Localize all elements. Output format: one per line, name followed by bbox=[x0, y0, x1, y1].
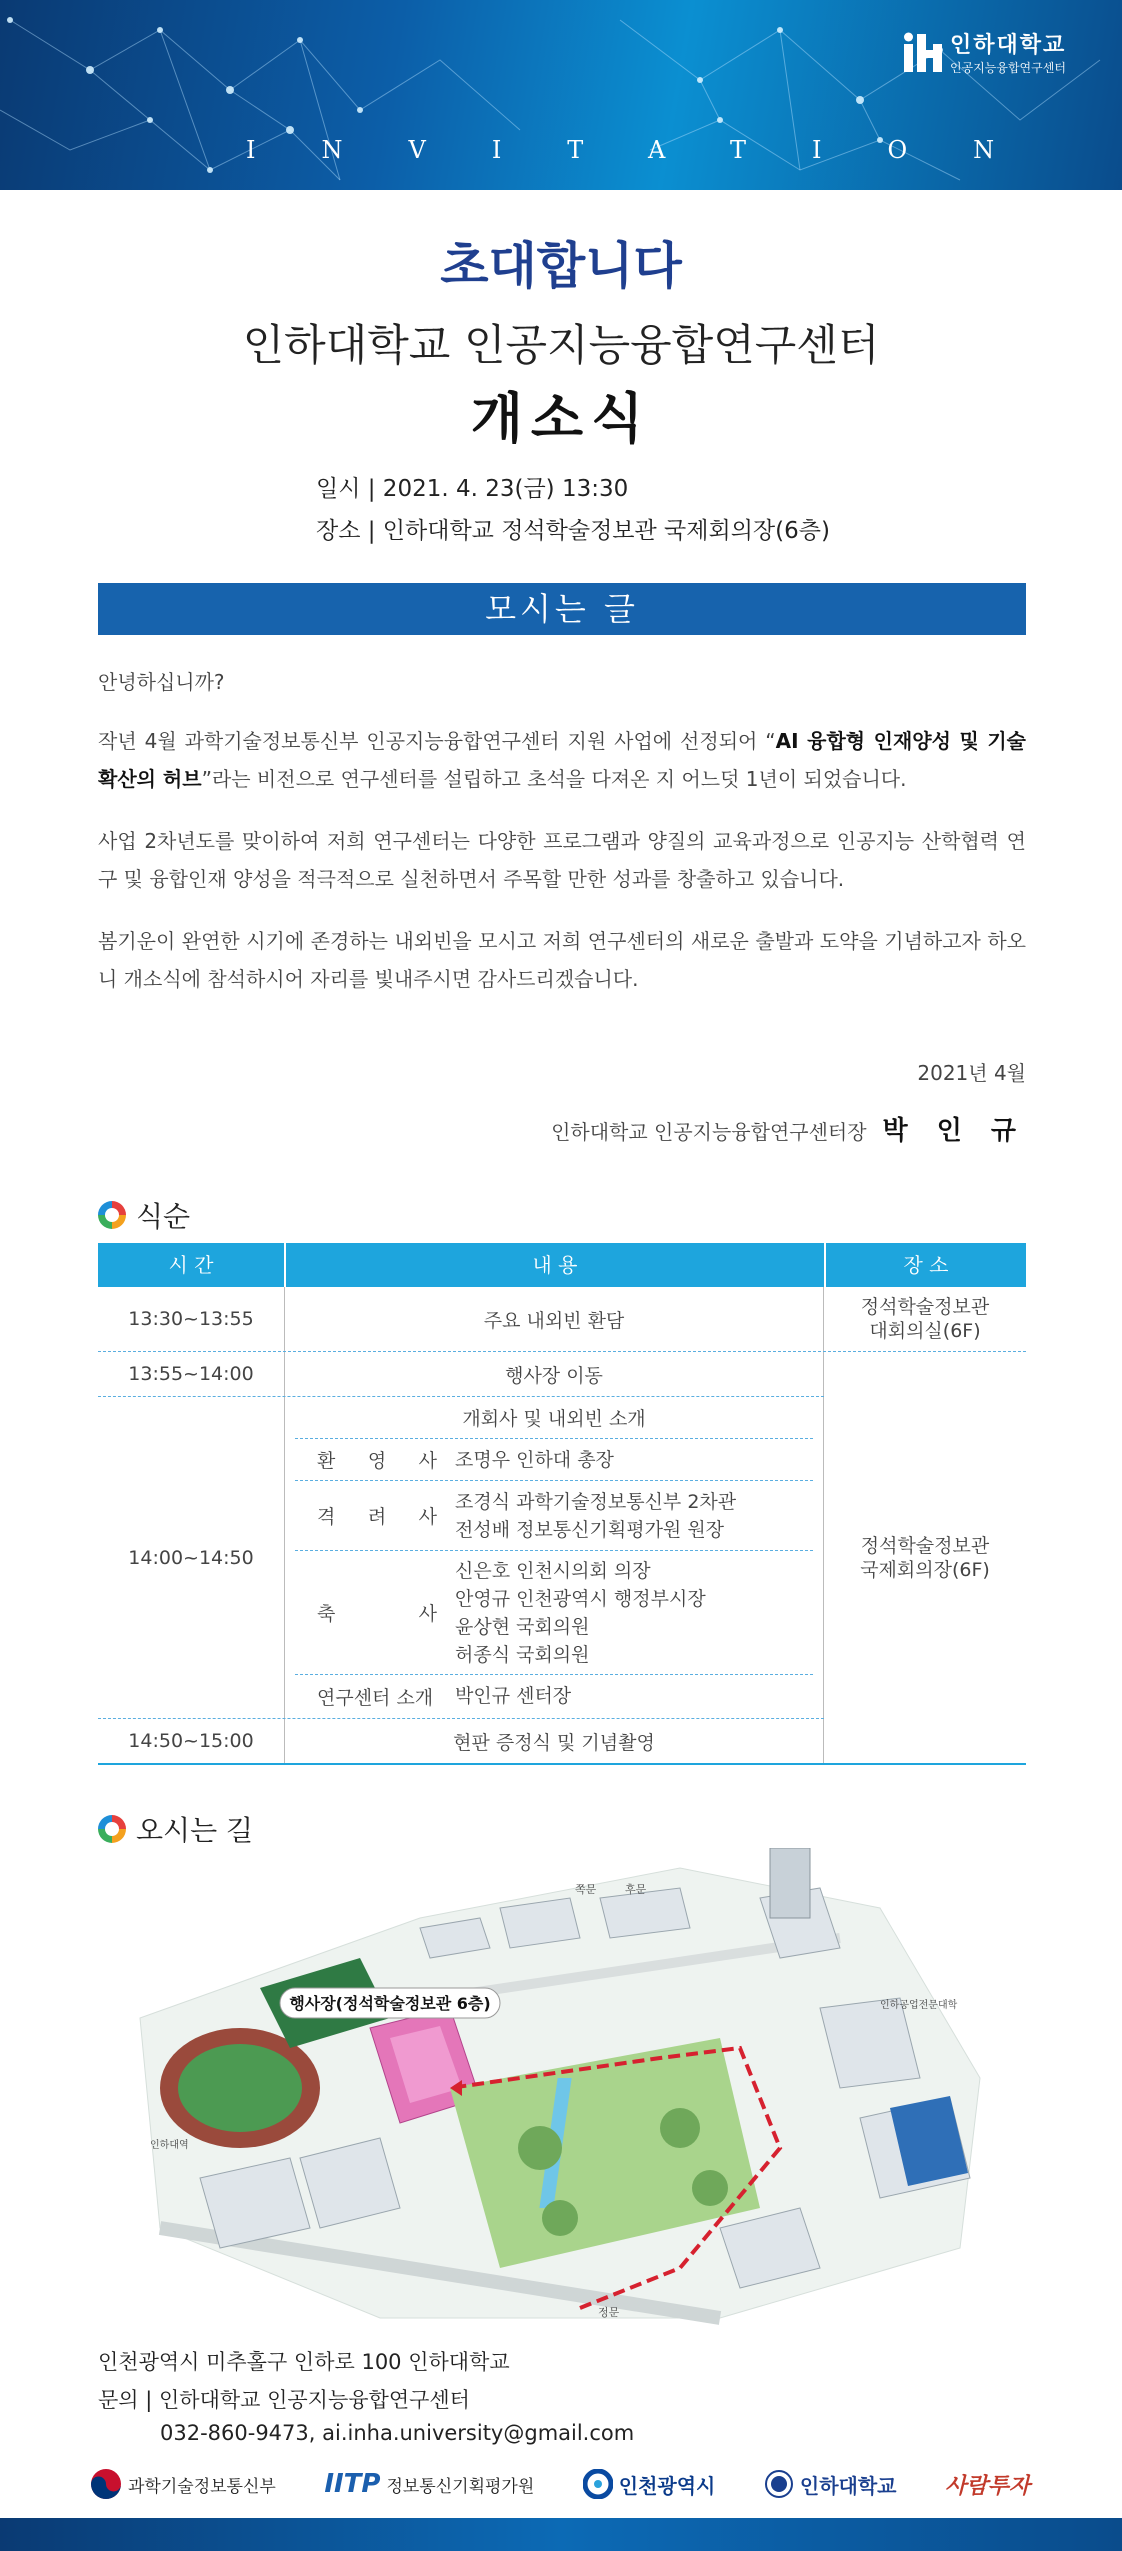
speaker: 허종식 국회의원 bbox=[455, 1643, 590, 1666]
table-row bbox=[98, 1397, 824, 1719]
role-char: 영 bbox=[367, 1450, 387, 1472]
column-header-place: 장 소 bbox=[824, 1243, 1026, 1287]
role-char: 사 bbox=[418, 1450, 437, 1472]
schedule-heading-text: 식순 bbox=[136, 1200, 191, 1233]
letter-paragraph-2: 사업 2차년도를 맞이하여 저희 연구센터는 다양한 프로그램과 양질의 교육과정으로 인공지능 산학협력 연구 및 융합인재 양성을 적극적으로 실천하면서 주목할 만한 성과를 창출하고 있습니다. bbox=[98, 829, 1026, 891]
column-header-content: 내 용 bbox=[284, 1243, 824, 1287]
footer-band bbox=[0, 2518, 1122, 2551]
iitp-logo bbox=[324, 2469, 534, 2499]
row-time: 14:00~14:50 bbox=[128, 1546, 254, 1569]
schedule-table bbox=[98, 1243, 1026, 1765]
schedule-heading bbox=[98, 1195, 190, 1235]
signer-title: 인하대학교 인공지능융합연구센터장 bbox=[551, 1120, 867, 1144]
table-row bbox=[98, 1719, 824, 1765]
encourage-speakers bbox=[455, 1482, 736, 1550]
event-venue: 장소 | 인하대학교 정석학술정보관 국제회의장(6층) bbox=[316, 518, 830, 544]
program-item bbox=[295, 1439, 813, 1481]
msit-logo bbox=[90, 2468, 276, 2500]
role-char: 사 bbox=[418, 1603, 437, 1625]
speaker: 조경식 과학기술정보통신부 2차관 bbox=[455, 1490, 737, 1513]
p1-text-end: ”라는 비전으로 연구센터를 설립하고 초석을 다져온 지 어느덧 1년이 되었습니다. bbox=[201, 767, 907, 791]
directions-heading bbox=[98, 1809, 253, 1849]
row-time: 13:30~13:55 bbox=[128, 1308, 254, 1330]
table-row bbox=[98, 1287, 1026, 1352]
program-item bbox=[295, 1481, 813, 1551]
incheon-logo bbox=[583, 2469, 716, 2499]
msit-name: 과학기술정보통신부 bbox=[128, 2476, 276, 2497]
role-congrats bbox=[295, 1599, 455, 1626]
inha-logo-icon bbox=[902, 30, 942, 74]
letter-heading-bar: 모시는 글 bbox=[98, 583, 1026, 635]
station-label: 인하대역 bbox=[150, 2140, 189, 2151]
row-content bbox=[284, 1397, 824, 1718]
speaker: 안영규 인천광역시 행정부시장 bbox=[455, 1587, 706, 1610]
row-content: 행사장 이동 bbox=[284, 1352, 824, 1396]
letter-date: 2021년 4월 bbox=[917, 1061, 1026, 1085]
college-label: 인하공업전문대학 bbox=[880, 2000, 958, 2011]
role-char: 려 bbox=[367, 1506, 387, 1528]
role-welcome bbox=[295, 1446, 455, 1473]
table-header bbox=[98, 1243, 1026, 1287]
address-text: 인천광역시 미추홀구 인하로 100 인하대학교 bbox=[98, 2350, 510, 2374]
table-row bbox=[98, 1352, 824, 1397]
program-item bbox=[295, 1551, 813, 1675]
invitation-label: INVITATION bbox=[246, 136, 1061, 164]
ceremony-program bbox=[285, 1397, 823, 1717]
opening-remarks: 개회사 및 내외빈 소개 bbox=[462, 1408, 646, 1430]
speaker: 윤상현 국회의원 bbox=[455, 1615, 590, 1638]
row-place: 정석학술정보관 대회의실(6F) bbox=[860, 1296, 990, 1342]
p1-vision-bold: AI 융합형 인재양성 및 기술확산의 허브 bbox=[98, 729, 1026, 791]
speaker: 전성배 정보통신기획평가원 원장 bbox=[455, 1518, 725, 1541]
ring-icon bbox=[98, 1815, 126, 1843]
column-header-time: 시 간 bbox=[168, 1253, 214, 1277]
letter-greeting: 안녕하십니까? bbox=[98, 670, 225, 694]
saram-logo bbox=[945, 2469, 1030, 2500]
speaker: 신은호 인천시의회 의장 bbox=[455, 1559, 651, 1582]
taeguk-icon bbox=[90, 2468, 122, 2500]
ring-icon bbox=[98, 1201, 126, 1229]
sponsor-logos bbox=[90, 2468, 1030, 2500]
center-speaker: 박인규 센터장 bbox=[455, 1685, 572, 1707]
inha-name: 인하대학교 bbox=[799, 2473, 897, 2498]
iitp-name: 정보통신기획평가원 bbox=[386, 2476, 535, 2497]
inquiry-text: 문의 | 인하대학교 인공지능융합연구센터 bbox=[98, 2388, 470, 2412]
p1-text-start: 작년 4월 과학기술정보통신부 인공지능융합연구센터 지원 사업에 선정되어 “ bbox=[98, 729, 776, 753]
role-char: 사 bbox=[418, 1506, 437, 1528]
row-content: 현판 증정식 및 기념촬영 bbox=[284, 1719, 824, 1763]
iitp-mark: IITP bbox=[324, 2469, 381, 2499]
page-title: 초대합니다 bbox=[440, 236, 682, 295]
role-encourage bbox=[295, 1502, 455, 1529]
role-char: 축 bbox=[317, 1603, 336, 1625]
table-body-group bbox=[98, 1352, 1026, 1765]
inha-seal-icon bbox=[764, 2469, 794, 2499]
page-subtitle: 인하대학교 인공지능융합연구센터 bbox=[242, 321, 880, 371]
incheon-emblem-icon bbox=[583, 2469, 613, 2499]
program-item bbox=[295, 1397, 813, 1439]
campus-map[interactable] bbox=[120, 1848, 1000, 2328]
signer-name: 박 인 규 bbox=[882, 1116, 1026, 1146]
program-item bbox=[295, 1675, 813, 1717]
header-banner bbox=[0, 0, 1122, 190]
row-place-merged: 정석학술정보관 국제회의장(6F) bbox=[824, 1352, 1026, 1765]
row-time: 13:55~14:00 bbox=[128, 1363, 254, 1385]
saram-name: 사람투자 bbox=[944, 2473, 1030, 2499]
directions-heading-text: 오시는 길 bbox=[136, 1814, 254, 1847]
gate-side-label: 쪽문 bbox=[575, 1883, 597, 1896]
welcome-speaker: 조명우 인하대 총장 bbox=[455, 1448, 614, 1471]
congrats-speakers bbox=[455, 1551, 706, 1675]
gate-north-label: 후문 bbox=[625, 1883, 647, 1896]
gate-main-label: 정문 bbox=[598, 2306, 620, 2319]
letter-paragraph-1 bbox=[98, 722, 1026, 798]
role-center-intro: 연구센터 소개 bbox=[317, 1686, 434, 1709]
venue-map-label: 행사장(정석학술정보관 6층) bbox=[289, 1994, 491, 2013]
logo-title: 인하대학교 bbox=[950, 33, 1067, 58]
event-title: 개소식 bbox=[470, 387, 652, 450]
row-content: 주요 내외빈 환담 bbox=[284, 1287, 824, 1351]
row-time: 14:50~15:00 bbox=[128, 1730, 254, 1752]
letter-signature bbox=[551, 1110, 1026, 1147]
event-datetime: 일시 | 2021. 4. 23(금) 13:30 bbox=[316, 476, 629, 502]
inha-ai-center-logo bbox=[902, 28, 1066, 76]
incheon-name: 인천광역시 bbox=[618, 2473, 716, 2498]
role-char: 격 bbox=[317, 1506, 336, 1528]
logo-subtitle: 인공지능융합연구센터 bbox=[950, 61, 1066, 75]
contact-phone-email[interactable]: 032-860-9473, ai.inha.university@gmail.com bbox=[160, 2421, 635, 2445]
letter-paragraph-3: 봄기운이 완연한 시기에 존경하는 내외빈을 모시고 저희 연구센터의 새로운 출발과 도약을 기념하고자 하오니 개소식에 참석하시어 자리를 빛내주시면 감사드리겠습니다. bbox=[98, 929, 1026, 991]
role-char: 환 bbox=[317, 1450, 336, 1472]
inha-logo bbox=[764, 2469, 897, 2499]
